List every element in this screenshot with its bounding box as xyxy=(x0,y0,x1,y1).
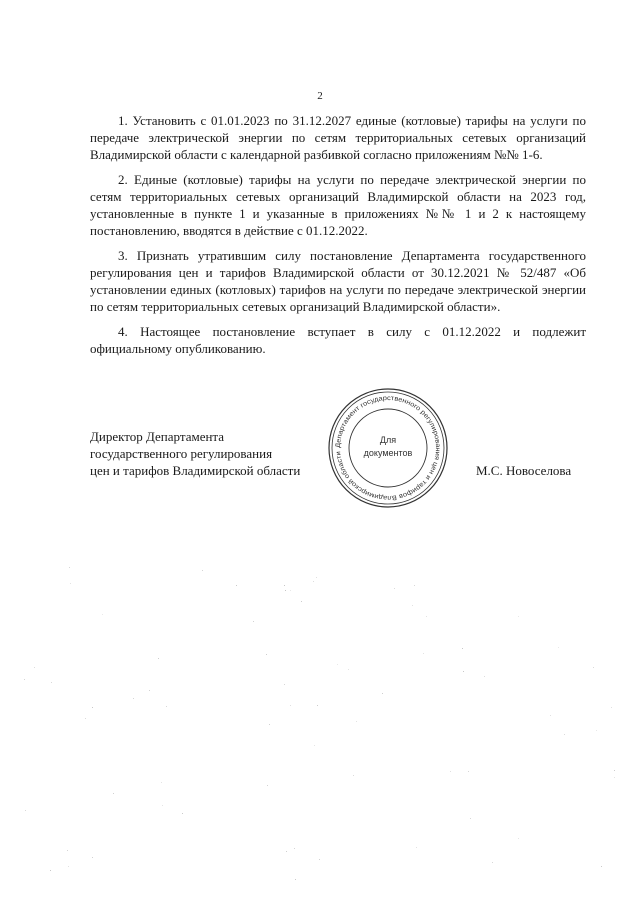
scan-speckle xyxy=(70,583,71,584)
signatory-title-line-2: государственного регулирования xyxy=(90,446,273,461)
scan-speckle xyxy=(317,705,318,706)
page-number: 2 xyxy=(317,90,323,102)
signatory-name: М.С. Новоселова xyxy=(476,463,572,478)
scan-speckle xyxy=(133,698,134,699)
scan-speckle xyxy=(463,671,464,672)
scan-speckle xyxy=(158,658,159,659)
scan-speckle xyxy=(301,601,302,602)
scan-speckle xyxy=(412,605,413,606)
scan-speckle xyxy=(550,715,551,716)
scan-speckle xyxy=(284,684,285,685)
scan-speckle xyxy=(294,848,295,849)
scan-speckle xyxy=(267,785,268,786)
signatory-title-line-3: цен и тарифов Владимирской области xyxy=(90,463,301,478)
stamp-center-line-2: документов xyxy=(363,448,413,458)
scan-speckle xyxy=(484,676,485,677)
scan-speckle xyxy=(34,667,35,668)
signatory-title-line-1: Директор Департамента xyxy=(90,429,225,444)
scan-speckle xyxy=(316,577,317,578)
official-stamp xyxy=(326,386,450,510)
scan-speckle xyxy=(285,590,286,591)
scan-speckle xyxy=(202,570,203,571)
scan-speckle xyxy=(518,616,519,617)
scan-speckle xyxy=(290,590,291,591)
scan-speckle xyxy=(518,838,519,839)
scan-speckle xyxy=(596,730,597,731)
scan-speckle xyxy=(611,707,612,708)
scan-speckle xyxy=(450,771,451,772)
scan-speckle xyxy=(236,585,237,586)
scan-speckle xyxy=(356,721,357,722)
paragraph-2: 2. Единые (котловые) тарифы на услуги по передаче электрической энергии по сетям территориальных сетевых организаций Владимирской области на 2023 год, установленные в пункте 1 и указанные в приложениях №№ 1 и 2 к настоящему постановлению, вводятся в действие с 01.12.2022. xyxy=(90,172,586,238)
scan-speckle xyxy=(269,724,270,725)
scan-speckle xyxy=(468,771,469,772)
scan-speckle xyxy=(426,616,427,617)
scan-speckle xyxy=(286,851,287,852)
scan-speckle xyxy=(102,614,103,615)
scan-speckle xyxy=(92,707,93,708)
scan-speckle xyxy=(253,621,254,622)
scan-speckle xyxy=(313,581,314,582)
scan-speckle xyxy=(382,693,383,694)
scan-speckle xyxy=(319,859,320,860)
scan-speckle xyxy=(166,706,167,707)
scan-speckle xyxy=(337,664,338,665)
scan-speckle xyxy=(423,653,424,654)
scan-speckle xyxy=(67,850,68,851)
scan-speckle xyxy=(394,588,395,589)
document-body xyxy=(90,112,586,365)
scan-speckle xyxy=(416,847,417,848)
stamp-center-line-1: Для xyxy=(379,435,397,445)
scan-speckle xyxy=(348,669,349,670)
signatory-title xyxy=(90,428,330,479)
scan-speckle xyxy=(414,585,415,586)
scan-speckle xyxy=(68,866,69,867)
scan-speckle xyxy=(92,857,93,858)
scan-speckle xyxy=(50,870,51,871)
paragraph-3: 3. Признать утратившим силу постановление Департамента государственного регулирования цен и тарифов Владимирской области от 30.12.2021 № 52/487 «Об установлении единых (котловых) тарифов на услуги по передаче электрической энергии по сетям территориальных сетевых организаций Владимирской области». xyxy=(90,248,586,314)
scan-speckle xyxy=(295,879,296,880)
scan-speckle xyxy=(113,793,114,794)
scan-speckle xyxy=(290,705,291,706)
scan-speckle xyxy=(614,770,615,771)
scan-speckle xyxy=(353,775,354,776)
scan-speckle xyxy=(162,805,163,806)
scan-speckle xyxy=(462,648,463,649)
scan-speckle xyxy=(601,866,602,867)
scan-speckle xyxy=(593,667,594,668)
paragraph-4: 4. Настоящее постановление вступает в силу с 01.12.2022 и подлежит официальному опубликованию. xyxy=(90,324,586,356)
scan-speckle xyxy=(492,862,493,863)
scan-speckle xyxy=(182,813,183,814)
scan-speckle xyxy=(24,679,25,680)
scan-speckle xyxy=(284,585,285,586)
scan-speckle xyxy=(51,682,52,683)
scan-speckle xyxy=(314,745,315,746)
scan-speckle xyxy=(85,718,86,719)
scan-speckle xyxy=(564,734,565,735)
scan-speckle xyxy=(266,654,267,655)
stamp-ring-text-path: Департамент государственного регулирования цен и тарифов Владимирской области xyxy=(334,394,442,502)
scan-speckle xyxy=(161,782,162,783)
scan-speckle xyxy=(25,810,26,811)
scan-speckle xyxy=(470,818,471,819)
scan-speckle xyxy=(614,777,615,778)
scan-speckle xyxy=(69,567,70,568)
scan-speckle xyxy=(558,647,559,648)
paragraph-1: 1. Установить с 01.01.2023 по 31.12.2027 единые (котловые) тарифы на услуги по передаче электрической энергии по сетям территориальных сетевых организаций Владимирской области с календарной разбивкой согласно приложениям №№ 1-6. xyxy=(90,113,586,162)
scan-speckle xyxy=(149,690,150,691)
